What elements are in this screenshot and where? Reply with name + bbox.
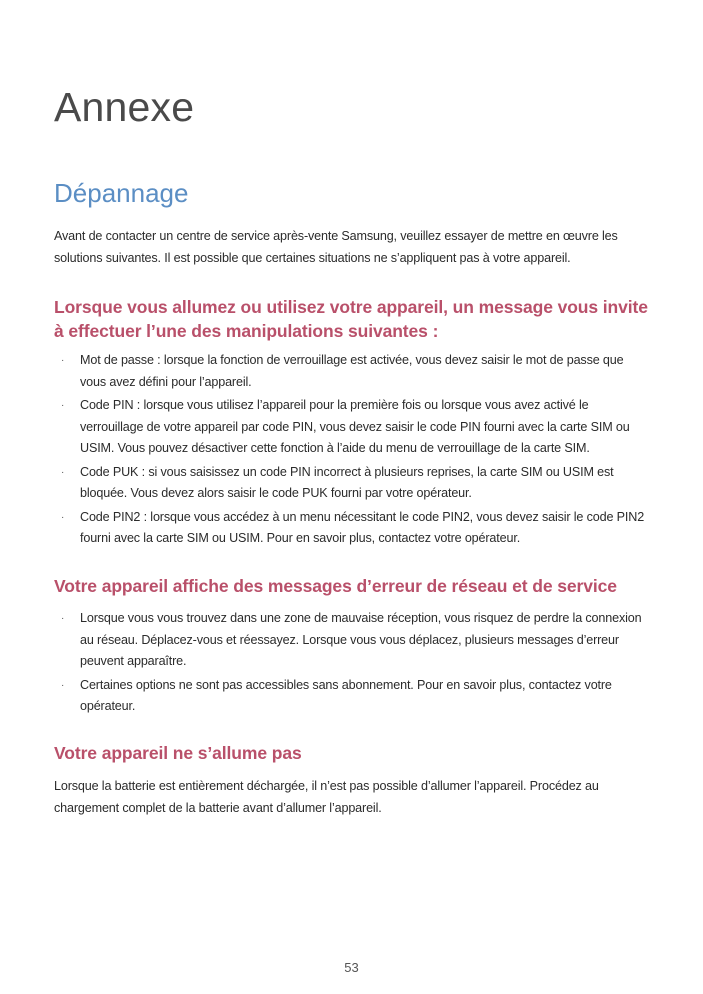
bullet-icon: ·	[61, 511, 65, 523]
list-item	[54, 507, 650, 550]
page-title: Annexe	[54, 84, 195, 130]
intro-paragraph: Avant de contacter un centre de service après-vente Samsung, veuillez essayer de mettre en œuvre les solutions suivantes. Il est possible que certaines situations ne s’appliquent pas à votre appareil.	[54, 229, 618, 265]
list-item	[54, 608, 650, 673]
list-item	[54, 395, 650, 460]
network-errors-list	[54, 608, 650, 720]
bullet-icon: ·	[61, 679, 65, 691]
subsection-title-device-wont-turn-on: Votre appareil ne s’allume pas	[54, 743, 302, 763]
list-item	[54, 675, 650, 718]
list-item-text: Mot de passe : lorsque la fonction de verrouillage est activée, vous devez saisir le mot de passe que vous avez défini pour l’appareil.	[80, 353, 624, 389]
bullet-icon: ·	[61, 400, 65, 411]
subsection-title-unlock-codes: Lorsque vous allumez ou utilisez votre appareil, un message vous invite à effectuer l’une des manipulations suivantes :	[54, 297, 648, 341]
subsection-title-network-errors: Votre appareil affiche des messages d’erreur de réseau et de service	[54, 576, 617, 596]
unlock-codes-list	[54, 350, 650, 552]
page-number: 53	[344, 960, 359, 975]
list-item-text: Code PIN2 : lorsque vous accédez à un menu nécessitant le code PIN2, vous devez saisir le code PIN2 fourni avec la carte SIM ou USIM. Pour en savoir plus, contactez votre opérateur.	[80, 509, 645, 545]
section-title: Dépannage	[54, 178, 189, 208]
list-item-text: Certaines options ne sont pas accessibles sans abonnement. Pour en savoir plus, contactez votre opérateur.	[80, 677, 612, 713]
bullet-icon: ·	[61, 355, 65, 366]
device-wont-turn-on-paragraph: Lorsque la batterie est entièrement déchargée, il n’est pas possible d’allumer l’appareil. Procédez au chargement complet de la batterie avant d’allumer l’appareil.	[54, 779, 599, 815]
list-item	[54, 350, 650, 393]
list-item-text: Lorsque vous vous trouvez dans une zone de mauvaise réception, vous risquez de perdre la connexion au réseau. Déplacez-vous et réessayez. Lorsque vous vous déplacez, plusieurs messages d’erreur peuvent apparaître.	[80, 611, 642, 668]
bullet-icon: ·	[61, 613, 65, 624]
bullet-icon: ·	[61, 466, 65, 478]
list-item-text: Code PIN : lorsque vous utilisez l’appareil pour la première fois ou lorsque vous avez activé le verrouillage de votre appareil par code PIN, vous devez saisir le code PIN fourni avec la carte SIM ou USIM. Vous pouvez désactiver cette fonction à l’aide du menu de verrouillage de la carte SIM.	[80, 398, 630, 455]
list-item-text: Code PUK : si vous saisissez un code PIN incorrect à plusieurs reprises, la carte SIM ou USIM est bloquée. Vous devez alors saisir le code PUK fourni par votre opérateur.	[80, 464, 614, 500]
list-item	[54, 462, 650, 505]
